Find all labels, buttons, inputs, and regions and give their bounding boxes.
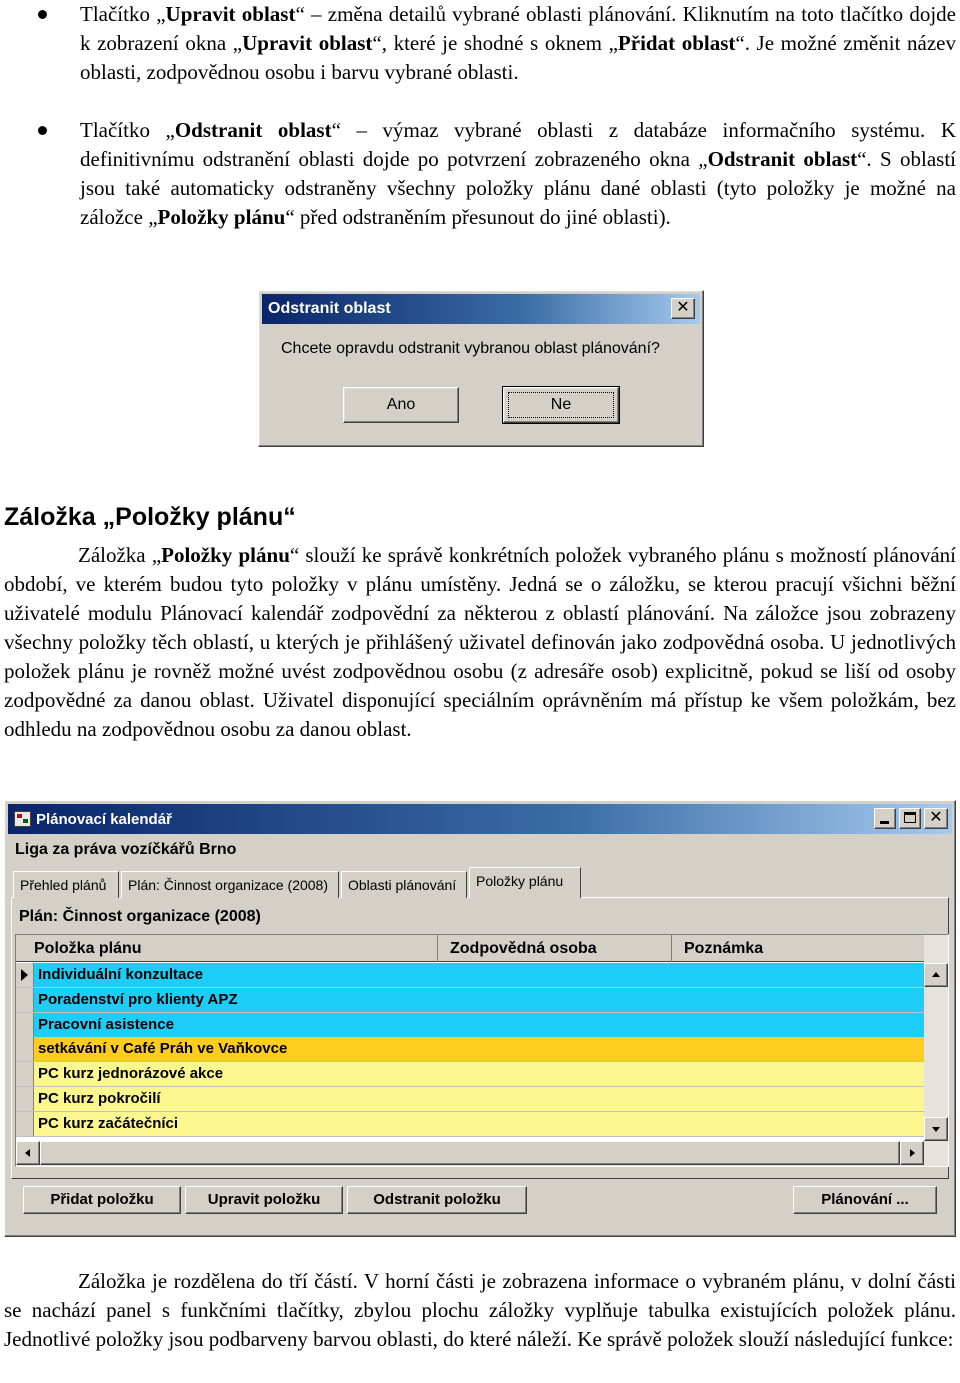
plan-items-table	[15, 934, 949, 1167]
planning-calendar-window	[4, 800, 956, 1237]
table-row[interactable]	[16, 1062, 924, 1087]
tab-oblasti-planovani[interactable]: Oblasti plánování	[341, 871, 467, 898]
row-indicator	[16, 1062, 34, 1086]
table-row[interactable]	[16, 1112, 924, 1137]
add-item-button[interactable]: Přidat položku	[23, 1186, 181, 1214]
tab-prehled-planu[interactable]: Přehled plánů	[13, 871, 119, 898]
row-indicator	[16, 1112, 34, 1136]
column-header-item[interactable]: Položka plánu	[16, 935, 438, 962]
plan-item-name: setkávání v Café Práh ve Vaňkovce	[38, 1040, 288, 1058]
plan-item-name: Pracovní asistence	[38, 1015, 174, 1033]
no-button[interactable]: Ne	[503, 387, 619, 423]
bullet-upravit-oblast: Tlačítko „Upravit oblast“ – změna detailů vybrané oblasti plánování. Kliknutím na toto tlačítko dojde k zobrazení okna „Upravit oblast“, které je shodné s oknem „Přidat oblast“. Je možné změnit název oblasti, zodpovědnou osobu i barvu vybrané oblasti.	[80, 2, 957, 84]
plan-item-name: Poradenství pro klienty APZ	[38, 990, 238, 1008]
maximize-icon[interactable]	[899, 808, 921, 829]
row-indicator	[16, 1037, 34, 1061]
minimize-icon[interactable]	[874, 808, 896, 829]
scroll-left-icon[interactable]	[16, 1141, 40, 1165]
edit-item-button[interactable]: Upravit položku	[185, 1186, 343, 1214]
vertical-scrollbar[interactable]	[924, 935, 948, 1141]
row-indicator	[16, 1087, 34, 1111]
tab-polozky-planu[interactable]: Položky plánu	[469, 867, 581, 898]
app-icon	[14, 811, 31, 827]
organization-name: Liga za práva vozíčkářů Brno	[15, 841, 237, 858]
row-indicator	[16, 1013, 34, 1037]
bullet-odstranit-oblast: Tlačítko „Odstranit oblast“ – výmaz vybrané oblasti z databáze informačního systému. K definitivnímu odstranění oblasti dojde po potvrzení zobrazeného okna „Odstranit oblast“. S oblastí jsou také automaticky odstraněny všechny položky plánu dané oblasti (tyto položky je možné na záložce „Položky plánu“ před odstraněním přesunout do jiné oblasti).	[80, 118, 957, 229]
delete-area-dialog	[258, 290, 704, 447]
close-icon[interactable]: ✕	[924, 808, 948, 829]
horizontal-scrollbar[interactable]	[16, 1141, 948, 1166]
current-row-arrow-icon	[21, 969, 28, 981]
section-heading: Záložka „Položky plánu“	[4, 503, 296, 531]
close-icon[interactable]: ✕	[671, 298, 695, 319]
table-header	[16, 935, 924, 962]
scroll-right-icon[interactable]	[900, 1141, 924, 1165]
yes-button[interactable]: Ano	[343, 387, 459, 423]
plan-item-name: PC kurz pokročilí	[38, 1090, 161, 1107]
plan-label: Plán: Činnost organizace (2008)	[19, 908, 261, 925]
dialog-titlebar	[262, 294, 700, 324]
row-indicator	[16, 963, 34, 987]
table-row[interactable]	[16, 1037, 924, 1062]
column-header-responsible[interactable]: Zodpovědná osoba	[438, 935, 672, 962]
tab-plan-cinnost[interactable]: Plán: Činnost organizace (2008)	[121, 871, 339, 898]
table-row[interactable]	[16, 1087, 924, 1112]
plan-item-name: PC kurz začátečníci	[38, 1114, 179, 1132]
dialog-title: Odstranit oblast	[268, 300, 391, 317]
delete-item-button[interactable]: Odstranit položku	[347, 1186, 527, 1214]
scroll-down-icon[interactable]	[924, 1117, 948, 1141]
bullet-marker	[38, 10, 47, 19]
section-paragraph: Záložka „Položky plánu“ slouží ke správě konkrétních položek vybraného plánu s možností plánování období, ve kterém budou tyto položky v plánu umístěny. Jedná se o záložku, se kterou pracují všichni běžní uživatelé modulu Plánovací kalendář zodpovědní za některou z oblastí plánování. Na záložce jsou zobrazeny všechny položky těch oblastí, u kterých je přihlášený uživatel definován jako zodpovědná osoba. U jednotlivých položek plánu je rovněž možné uvést zodpovědnou osobu (z adresáře osob) explicitně, pokud se liší od osoby zodpovědné za danou oblast. Uživatel disponující speciálním oprávněním má přístup ke všem položkám, bez odhledu na zodpovědnou osobu za danou oblast.	[4, 543, 956, 741]
bullet-marker	[38, 126, 47, 135]
planning-button[interactable]: Plánování ...	[793, 1186, 937, 1214]
plan-item-name: PC kurz jednorázové akce	[38, 1065, 224, 1083]
scroll-thumb[interactable]	[40, 1141, 900, 1165]
table-row[interactable]	[16, 963, 924, 988]
column-header-note[interactable]: Poznámka	[684, 940, 764, 957]
table-row[interactable]	[16, 1013, 924, 1038]
window-titlebar	[8, 804, 952, 834]
plan-item-name: Individuální konzultace	[38, 966, 204, 983]
scroll-up-icon[interactable]	[924, 963, 948, 987]
row-indicator	[16, 988, 34, 1012]
window-title: Plánovací kalendář	[36, 811, 172, 828]
closing-paragraph: Záložka je rozdělena do tří částí. V horní části je zobrazena informace o vybraném plánu, v dolní části se nachází panel s funkčními tlačítky, zbylou plochu záložky vyplňuje tabulka existujících položek plánu. Jednotlivé položky jsou podbarveny barvou oblasti, do které náleží. Ke správě položek slouží následující funkce:	[4, 1269, 956, 1351]
dialog-message: Chcete opravdu odstranit vybranou oblast plánování?	[281, 340, 660, 357]
table-row[interactable]	[16, 988, 924, 1013]
